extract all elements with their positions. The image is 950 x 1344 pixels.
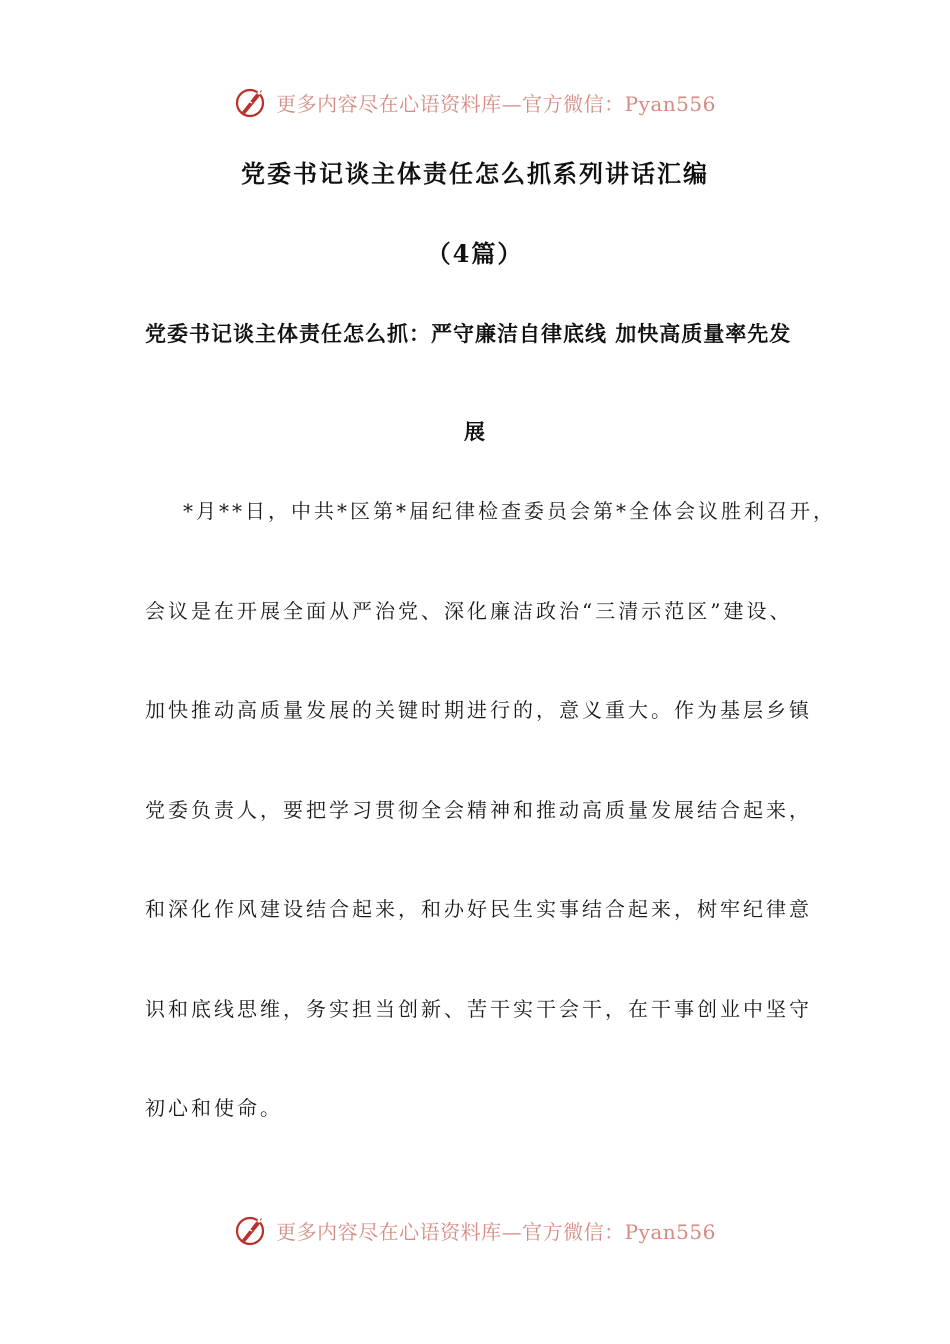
footer-watermark-banner bbox=[0, 1210, 950, 1250]
header-watermark-banner bbox=[0, 82, 950, 122]
paragraph-line-6: 识和底线思维，务实担当创新、苦干实干会干，在干事创业中坚守 bbox=[145, 997, 812, 1021]
watermark-text: 更多内容尽在心语资料库—官方微信：Pyan556 bbox=[276, 1219, 716, 1244]
paragraph-line-1: *月**日，中共*区第*届纪律检查委员会第*全体会议胜利召开， bbox=[183, 499, 836, 523]
document-subtitle: （4篇） bbox=[426, 239, 524, 268]
section-title-line-2: 展 bbox=[464, 419, 486, 444]
paragraph-line-7: 初心和使命。 bbox=[145, 1096, 283, 1120]
document-title: 党委书记谈主体责任怎么抓系列讲话汇编 bbox=[241, 159, 709, 188]
paragraph-line-5: 和深化作风建设结合起来，和办好民生实事结合起来，树牢纪律意 bbox=[145, 897, 812, 921]
watermark-text: 更多内容尽在心语资料库—官方微信：Pyan556 bbox=[276, 91, 716, 116]
paragraph-line-2: 会议是在开展全面从严治党、深化廉洁政治“三清示范区”建设、 bbox=[145, 599, 793, 623]
section-title-line-1: 党委书记谈主体责任怎么抓：严守廉洁自律底线 加快高质量率先发 bbox=[145, 321, 792, 346]
paragraph-line-4: 党委负责人，要把学习贯彻全会精神和推动高质量发展结合起来， bbox=[145, 798, 812, 822]
pen-nib-logo-icon bbox=[234, 84, 270, 120]
pen-nib-logo-icon bbox=[234, 1212, 270, 1248]
paragraph-line-3: 加快推动高质量发展的关键时期进行的，意义重大。作为基层乡镇 bbox=[145, 698, 812, 722]
